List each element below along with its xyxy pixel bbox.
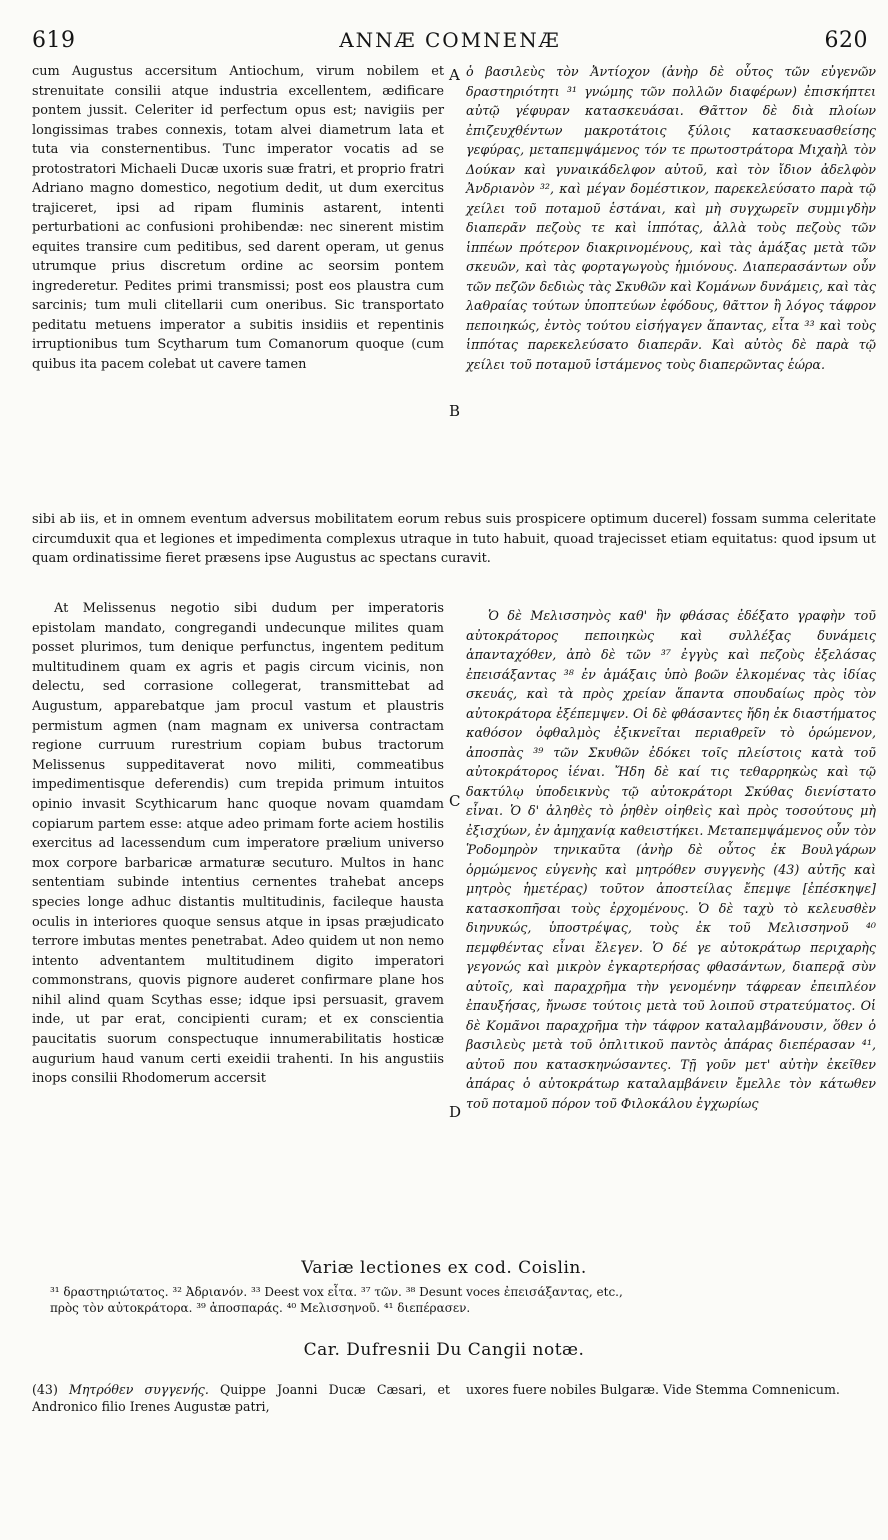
running-head-title: ANNÆ COMNENÆ <box>339 28 561 52</box>
greek-column-top <box>466 62 876 374</box>
page-number-left: 619 <box>32 28 76 53</box>
cangii-note-left <box>32 1381 450 1415</box>
variae-lectiones-heading: Variæ lectiones ex cod. Coislin. <box>301 1258 587 1278</box>
latin-full-width-line <box>32 510 876 569</box>
page-number-right: 620 <box>824 28 868 53</box>
latin-paragraph-continuation: sibi ab iis, et in omnem eventum adversus mobilitatem eorum rebus suis prospicere optimum ducerel) fossam summa celeritate circumduxit qua et legiones et impedimenta complexus utraque in tuto habuit, quoad trajecisset etiam equitatus: quod ipsum ut quam ordinatissime fieret præsens ipse Augustus ac spectans curavit. <box>32 512 876 566</box>
cangii-note-right <box>466 1381 866 1398</box>
greek-column-bottom <box>466 606 876 1113</box>
latin-paragraph-2: At Melissenus negotio sibi dudum per imperatoris epistolam mandato, congregandi undecunque milites quam posset plurimos, tum denique perfunctus, ingentem peditum multitudinem quam ex agris et pagis circum vicinis, non delectu, sed corrasione collegerat, transmittebat ad Augustum, apparebatque jam procul vastum et plaustris permistum agmen (nam magnam ex universa contractam regione curruum rurestrium copiam bubus tractorum Melissenus suppeditaverat novo militi, commeatibus impedimentisque deferendis) cum trepida primum intuitos opinio invasit Scythicarum hanc quoque novam quamdam copiarum partem esse: atque adeo primam forte aciem hostilis exercitus ad lacessendum cum imperatore prælium universo mox corpore barbaricæ armaturæ secuturo. Multos in hanc sententiam subinde intentius cernentes trahebat anceps species longe adhuc distantis multitudinis, facileque hausta oculis in interiores quoque sensus atque in ipsas præjudicato terrore imbutas mentes penetrabat. Adeo quidem ut non nemo intento adventantem multitudinem digito imperatori commonstrans, quovis pignore auderet confirmare plane hos nihil alind quam Scythas esse; idque ipsi persuasit, gravem inde, ut par erat, concipienti curam; et ex conscientia paucitatis suorum conspectuque innumerabilitatis hosticæ augurium haud vanum certi exeidii trahenti. In his angustiis inops consilii Rhodomerum accersit <box>32 601 444 1087</box>
variae-line-2: πρὸς τὸν αὐτοκράτορα. ³⁹ ἀποσπαράς. ⁴⁰ Μελισσηνοῦ. ⁴¹ διεπέρασεν. <box>50 1301 471 1315</box>
margin-mark-d: D <box>449 1103 462 1121</box>
note-text-right: uxores fuere nobiles Bulgaræ. Vide Stemma Comnenicum. <box>466 1382 840 1397</box>
variae-lectiones <box>50 1284 870 1316</box>
margin-mark-c: C <box>449 792 461 810</box>
margin-mark-a: A <box>449 66 460 84</box>
greek-paragraph-2: Ὁ δὲ Μελισσηνὸς καθ' ἣν φθάσας ἐδέξατο γραφὴν τοῦ αὐτοκράτορος πεποιηκὼς καὶ συλλέξας δυνάμεις ἁπανταχόθεν, ἀπὸ δὲ τῶν ³⁷ ἐγγὺς καὶ πεζοὺς ἐξελάσας ἐπεισάξαντας ³⁸ ἐν ἁμάξαις ὑπὸ βοῶν ἑλκομένας τὰς ἰδίας σκευάς, καὶ τὰ πρὸς χρείαν ἅπαντα σπουδαίως πρὸς τὸν αὐτοκράτορα ἐξέπεμψεν. Οἱ δὲ φθάσαντες ἤδη ἐκ διαστήματος καθόσον ὀφθαλμὸς ἐξικνεῖται περιαθρεῖν τὸ ὁρώμενον, ἀποσπὰς ³⁹ τῶν Σκυθῶν ἐδόκει τοῖς πλείστοις κατὰ τοῦ αὐτοκράτορος ἰέναι. Ἤδη δὲ καί τις τεθαρρηκὼς καὶ τῷ δακτύλῳ ὑποδεικνὺς τῷ αὐτοκράτορι Σκύθας διενίστατο εἶναι. Ὁ δ' ἀληθὲς τὸ ῥηθὲν οἰηθεὶς καὶ πρὸς τοσούτους μὴ ἐξισχύων, ἐν ἀμηχανίᾳ καθειστήκει. Μεταπεμψάμενος οὖν τὸν Ῥοδομηρὸν τηνικαῦτα (ἀνὴρ δὲ οὗτος ἐκ Βουλγάρων ὁρμώμενος εὐγενὴς καὶ μητρόθεν συγγενὴς (43) αὐτῆς καὶ μητρὸς ἡμετέρας) τοῦτον ἀποστείλας ἔπεμψε [ἐπέσκηψε] κατασκοπῆσαι τοὺς ἐρχομένους. Ὁ δὲ ταχὺ τὸ κελευσθὲν διηνυκώς, ὑποστρέψας, τοὺς ἐκ τοῦ Μελισσηνοῦ ⁴⁰ πεμφθέντας εἶναι ἔλεγεν. Ὁ δέ γε αὐτοκράτωρ περιχαρὴς γεγονώς καὶ μικρὸν ἐγκαρτερήσας φθασάντων, διαπερᾷ σὺν αὐτοῖς, καὶ παραχρῆμα τὴν γενομένην τάφρεαν ἐπειπλέον ἐπαυξήσας, ἤνωσε τούτοις μετὰ τοῦ λοιποῦ στρατεύματος. Οἱ δὲ Κομᾶνοι παραχρῆμα τὴν τάφρον καταλαμβάνουσιν, ὅθεν ὁ βασιλεὺς μετὰ τοῦ ὁπλιτικοῦ παντὸς ἀπάρας διεπέρασαν ⁴¹, αὐτοῦ που κατασκηνώσαντες. Τῇ γοῦν μετ' αὐτὴν ἐκεῖθεν ἀπάρας ὁ αὐτοκράτωρ καταλαμβάνειν ἔμελλε τὸν κάτωθεν τοῦ ποταμοῦ πόρον τοῦ Φιλοκάλου ἐγχωρίως <box>466 608 876 1111</box>
cangii-notes-heading: Car. Dufresnii Du Cangii notæ. <box>303 1340 585 1360</box>
note-number: (43) <box>32 1382 58 1397</box>
latin-column-top <box>32 62 444 374</box>
greek-paragraph-1: ὁ βασιλεὺς τὸν Ἀντίοχον (ἀνὴρ δὲ οὗτος τῶν εὐγενῶν δραστηριότητι ³¹ γνώμης τῶν πολλῶν διαφέρων) ἐπισκήπτει αὐτῷ γέφυραν κατασκευάσαι. Θᾶττον δὲ διὰ πλοίων ἐπιζευχθέντων μακροτάτοις ξύλοις κατασκευασθείσης γεφύρας, μεταπεμψάμενος τόν τε πρωτοστράτορα Μιχαὴλ τὸν Δούκαν καὶ γυναικάδελφον αὐτοῦ, καὶ τὸν ἴδιον ἀδελφὸν Ἀνδριανὸν ³², καὶ μέγαν δομέστικον, παρεκελεύσατο παρὰ τῷ χείλει τοῦ ποταμοῦ ἑστάναι, καὶ μὴ συγχωρεῖν συμμιγδὴν διαπερᾶν πεζοὺς τε καὶ ἱππότας, ἀλλὰ τοὺς πεζοὺς τῶν ἱππέων πρότερον διακρινομένους, καὶ τὰς ἁμάξας μετὰ τῶν σκευῶν, καὶ τὰς φορταγωγοὺς ἡμιόνους. Διαπερασάντων οὖν τῶν πεζῶν δεδιὼς τὰς Σκυθῶν καὶ Κομάνων δυνάμεις, καὶ τὰς λαθραίας τούτων ὑποπτεύων ἐφόδους, θᾶττον ἢ λόγος τάφρον πεποιηκώς, ἐντὸς τούτου εἰσήγαγεν ἅπαντας, εἶτα ³³ καὶ τοὺς ἱππότας παρεκελεύσατο διαπερᾶν. Καὶ αὐτὸς δὲ παρὰ τῷ χείλει τοῦ ποταμοῦ ἱστάμενος τοὺς διαπερῶντας ἑώρα. <box>466 64 876 372</box>
latin-column-bottom <box>32 599 444 1089</box>
running-header <box>32 28 868 56</box>
note-text-left: Quippe Joanni Ducæ Cæsari, et Andronico filio Irenes Augustæ patri, <box>32 1382 450 1414</box>
note-lemma: Μητρόθεν συγγενής. <box>68 1382 209 1397</box>
variae-line-1: ³¹ δραστηριώτατος. ³² Ἀδριανόν. ³³ Deest vox εἶτα. ³⁷ τῶν. ³⁸ Desunt voces ἐπεισάξαντας, etc., <box>50 1285 623 1299</box>
latin-paragraph-1: cum Augustus accersitum Antiochum, virum nobilem et strenuitate consilii atque industria excellentem, ædificare pontem jussit. Celeriter id perfectum opus est; navigiis per longissimas trabes connexis, totam alvei diametrum lata et tuta via consternentibus. Tunc imperator vocatis ad se protostratori Michaeli Ducæ uxoris suæ fratri, et proprio fratri Adriano magno domestico, negotium dedit, ut dum exercitus trajiceret, ipsi ad ripam fluminis astarent, intenti perturbationi ac confusioni prohibendæ: nec sinerent mistim equites transire cum peditibus, sed darent operam, ut genus utrumque prius discretum ordine ac seorsim pontem ingrederetur. Pedites primi transmissi; post eos plaustra cum sarcinis; tum muli clitellarii cum oneribus. Sic transportato peditatu metuens imperator a subitis insidiis et repentinis irruptionibus tum Scytharum tum Comanorum quoque (cum quibus ita pacem colebat ut cavere tamen <box>32 64 444 372</box>
margin-mark-b: B <box>449 402 461 420</box>
